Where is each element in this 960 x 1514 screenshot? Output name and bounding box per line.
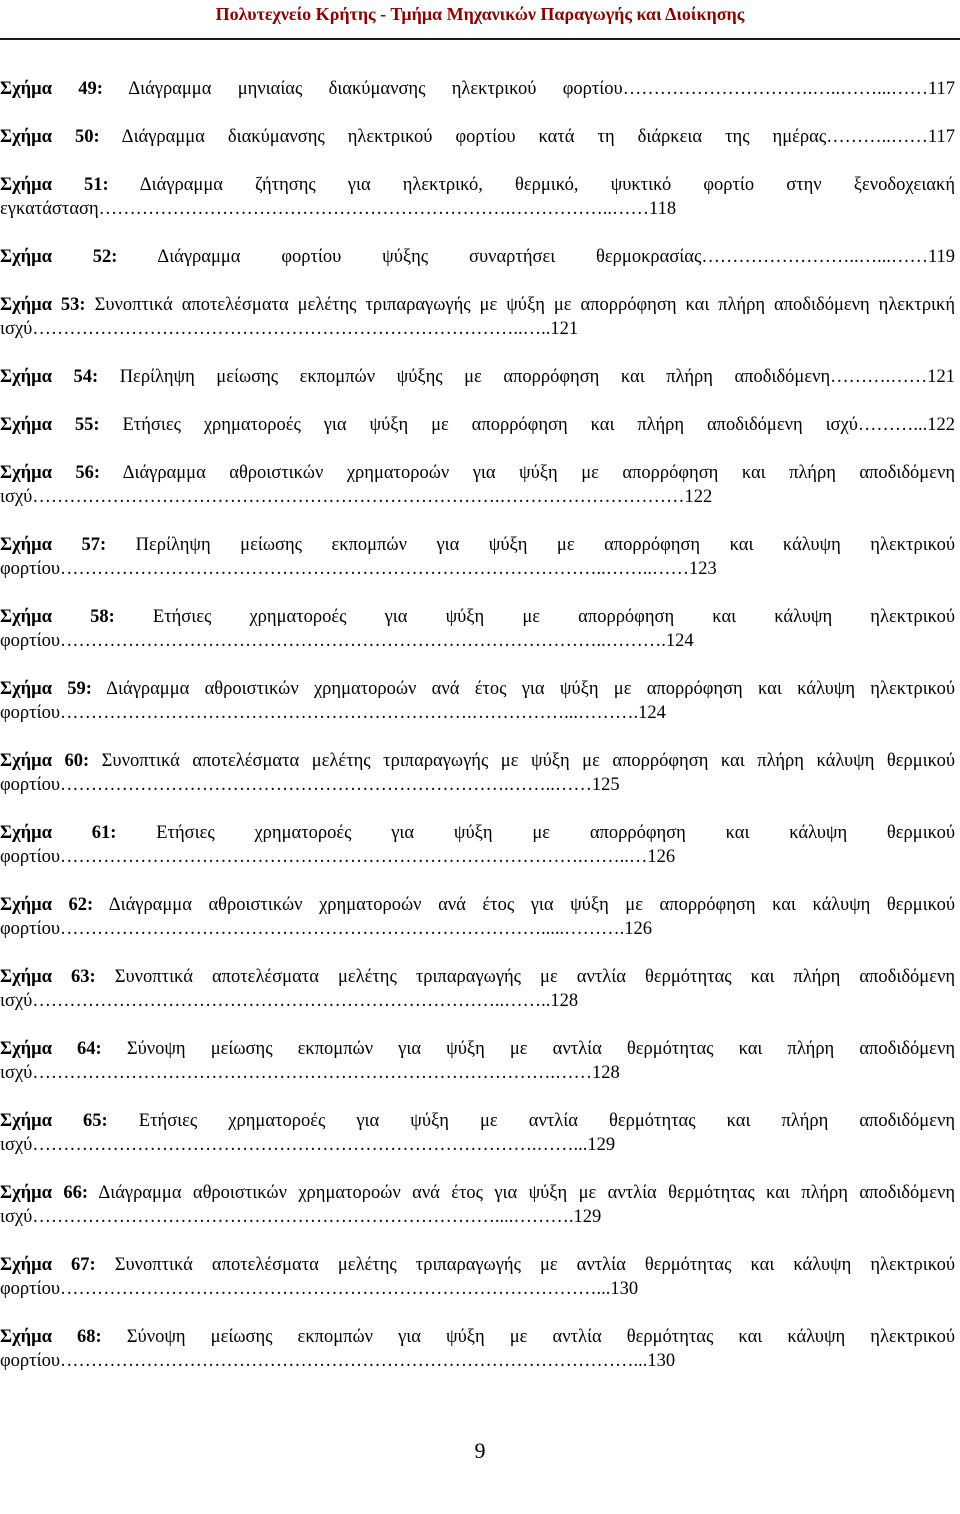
page-header: Πολυτεχνείο Κρήτης - Τμήμα Μηχανικών Παραγωγής και Διοίκησης <box>215 4 745 24</box>
figure-title-continued: ισχύ <box>0 1135 33 1155</box>
figure-title: Διάγραμμα διακύμανσης ηλεκτρικού φορτίου κατά τη διάρκεια της ημέρας <box>121 127 827 147</box>
figure-title: Διάγραμμα αθροιστικών χρηματοροών ανά έτος για ψύξη με αντλία θερμότητας και πλήρη <box>98 1183 848 1203</box>
page-reference: 130 <box>610 1279 639 1299</box>
dot-leader: …………………………………………………………………………………... <box>59 1351 648 1371</box>
page-reference: 124 <box>638 703 666 723</box>
figure-title: Ετήσιες χρηματοροές για ψύξη με απορρόφηση και κάλυψη θερμικού <box>156 823 956 843</box>
figure-label: Σχήμα 58: <box>0 607 115 627</box>
page-reference: 130 <box>647 1351 676 1371</box>
dot-leader: …………………………………………………………………..…….. <box>32 991 551 1011</box>
page-reference: 128 <box>550 991 579 1011</box>
figure-title-continued: αποδιδόμενη ηλεκτρική ισχύ <box>0 295 956 339</box>
figure-title: Σύνοψη μείωσης εκπομπών για ψύξη με αντλία θερμότητας και κάλυψη ηλεκτρικού <box>126 1327 955 1347</box>
page-reference: 123 <box>688 559 717 579</box>
figure-title: Συνοπτικά αποτελέσματα μελέτης τριπαραγωγής με αντλία θερμότητας και κάλυψη <box>114 1255 852 1275</box>
page-reference: 117 <box>927 79 956 99</box>
dot-leader: ……………………………………………………………………..….. <box>32 319 551 339</box>
dot-leader: ……….…… <box>830 367 928 387</box>
figure-title: Διάγραμμα αθροιστικών χρηματοροών ανά έτος για ψύξη με απορρόφηση και κάλυψη <box>108 895 871 915</box>
toc-entry[interactable] <box>0 245 955 269</box>
dot-leader: ………..…… <box>826 127 928 147</box>
figure-label: Σχήμα 51: <box>0 175 109 195</box>
toc-entry[interactable] <box>0 1109 955 1157</box>
figure-title: Ετήσιες χρηματοροές για ψύξη με αντλία θερμότητας και πλήρη αποδιδόμενη <box>138 1111 956 1131</box>
toc-entry[interactable] <box>0 1037 955 1085</box>
list-of-figures <box>0 77 955 1397</box>
figure-title: Διάγραμμα αθροιστικών χρηματοροών ανά έτος για ψύξη με απορρόφηση και κάλυψη <box>106 679 856 699</box>
dot-leader: ……………………..…...…… <box>701 247 928 267</box>
figure-title: Σύνοψη μείωσης εκπομπών για ψύξη με αντλία θερμότητας και πλήρη αποδιδόμενη <box>126 1039 955 1059</box>
toc-entry[interactable] <box>0 965 955 1013</box>
figure-label: Σχήμα 55: <box>0 415 100 435</box>
figure-title-continued: ηλεκτρικού φορτίου <box>0 679 956 723</box>
figure-title-continued: φορτίου <box>0 1351 60 1371</box>
figure-title: Διάγραμμα φορτίου ψύξης συναρτήσει θερμοκρασίας <box>157 247 702 267</box>
figure-title-continued: θερμικού φορτίου <box>0 895 955 939</box>
figure-label: Σχήμα 62: <box>0 895 94 915</box>
figure-label: Σχήμα 56: <box>0 463 101 483</box>
dot-leader: ………………………………………………………….……………..…… <box>98 199 650 219</box>
toc-entry[interactable] <box>0 605 955 653</box>
dot-leader: …………………………………………………………………….....………. <box>59 919 625 939</box>
toc-entry[interactable] <box>0 533 955 581</box>
figure-label: Σχήμα 68: <box>0 1327 102 1347</box>
toc-entry[interactable] <box>0 461 955 509</box>
figure-label: Σχήμα 59: <box>0 679 92 699</box>
dot-leader: ………………………………………………………………………….…… <box>32 1063 592 1083</box>
toc-entry[interactable] <box>0 749 955 797</box>
figure-label: Σχήμα 65: <box>0 1111 108 1131</box>
page-reference: 121 <box>550 319 579 339</box>
figure-label: Σχήμα 54: <box>0 367 99 387</box>
figure-label: Σχήμα 60: <box>0 751 90 771</box>
page-reference: 126 <box>624 919 652 939</box>
figure-title: Συνοπτικά αποτελέσματα μελέτης τριπαραγωγής με ψύξη με απορρόφηση και πλήρη <box>101 751 804 771</box>
page-reference: 117 <box>927 127 955 147</box>
figure-label: Σχήμα 49: <box>0 79 103 99</box>
figure-title-continued: εγκατάσταση <box>0 199 99 219</box>
toc-entry[interactable] <box>0 1325 955 1373</box>
toc-entry[interactable] <box>0 413 955 437</box>
figure-title: Διάγραμμα ζήτησης για ηλεκτρικό, θερμικό, ψυκτικό φορτίο στην ξενοδοχειακή <box>139 175 955 195</box>
figure-title-continued: ισχύ <box>0 1063 33 1083</box>
figure-label: Σχήμα 52: <box>0 247 118 267</box>
page-reference: 129 <box>573 1207 602 1227</box>
figure-label: Σχήμα 57: <box>0 535 107 555</box>
toc-entry[interactable] <box>0 893 955 941</box>
figure-title: Συνοπτικά αποτελέσματα μελέτης τριπαραγωγής με ψύξη με απορρόφηση και πλήρη <box>94 295 766 315</box>
page-reference: 118 <box>649 199 677 219</box>
dot-leader: ………………………………………………………….……………...………. <box>59 703 639 723</box>
figure-label: Σχήμα 64: <box>0 1039 102 1059</box>
figure-label: Σχήμα 50: <box>0 127 100 147</box>
page-reference: 125 <box>591 775 620 795</box>
toc-entry[interactable] <box>0 1181 955 1229</box>
page-reference: 126 <box>647 847 676 867</box>
figure-title: Ετήσιες χρηματοροές για ψύξη με απορρόφηση και πλήρη αποδιδόμενη ισχύ <box>122 415 858 435</box>
figure-title: Περίληψη μείωσης εκπομπών ψύξης με απορρόφηση και πλήρη αποδιδόμενη <box>119 367 831 387</box>
dot-leader: ………………………………………………………………….………………………… <box>32 487 685 507</box>
dot-leader: ………………………….…..……...…… <box>622 79 928 99</box>
figure-label: Σχήμα 67: <box>0 1255 96 1275</box>
figure-label: Σχήμα 53: <box>0 295 86 315</box>
toc-entry[interactable] <box>0 293 955 341</box>
figure-title-continued: ηλεκτρικού φορτίου <box>0 1255 956 1299</box>
figure-title: Διάγραμμα μηνιαίας διακύμανσης ηλεκτρικού φορτίου <box>128 79 623 99</box>
figure-title: Συνοπτικά αποτελέσματα μελέτης τριπαραγωγής με αντλία θερμότητας και πλήρη <box>114 967 841 987</box>
figure-title-continued: φορτίου <box>0 559 60 579</box>
page-reference: 121 <box>927 367 956 387</box>
dot-leader: …………………………………………………………………....………. <box>32 1207 574 1227</box>
page-reference: 129 <box>587 1135 616 1155</box>
toc-entry[interactable] <box>0 365 955 389</box>
page-number: 9 <box>474 1438 486 1463</box>
page-reference: 124 <box>665 631 694 651</box>
figure-title: Ετήσιες χρηματοροές για ψύξη με απορρόφηση και κάλυψη ηλεκτρικού <box>152 607 955 627</box>
figure-title-continued: ισχύ <box>0 487 33 507</box>
toc-entry[interactable] <box>0 677 955 725</box>
page-reference: 119 <box>927 247 956 267</box>
header-divider <box>0 38 960 40</box>
toc-entry[interactable] <box>0 821 955 869</box>
dot-leader: ……………………………………………………………………………..……..…… <box>59 559 689 579</box>
figure-title-continued: φορτίου <box>0 631 60 651</box>
figure-title: Περίληψη μείωσης εκπομπών για ψύξη με απορρόφηση και κάλυψη ηλεκτρικού <box>135 535 956 555</box>
page-reference: 128 <box>591 1063 620 1083</box>
page-reference: 122 <box>927 415 956 435</box>
figure-title-continued: κάλυψη θερμικού φορτίου <box>0 751 955 795</box>
page-reference: 122 <box>684 487 713 507</box>
figure-label: Σχήμα 66: <box>0 1183 88 1203</box>
figure-label: Σχήμα 61: <box>0 823 117 843</box>
figure-title-continued: αποδιδόμενη ισχύ <box>0 967 956 1011</box>
toc-entry[interactable] <box>0 173 955 221</box>
toc-entry[interactable] <box>0 1253 955 1301</box>
toc-entry[interactable] <box>0 77 955 101</box>
figure-title-continued: φορτίου <box>0 847 60 867</box>
dot-leader: ………………………………………………………………………….……..… <box>59 847 648 867</box>
figure-title: Διάγραμμα αθροιστικών χρηματοροών για ψύξη με απορρόφηση και πλήρη αποδιδόμενη <box>122 463 956 483</box>
dot-leader: ……………………………………………………………………………... <box>59 1279 611 1299</box>
dot-leader: ………... <box>857 415 928 435</box>
dot-leader: ……………………………………………………………………….……... <box>32 1135 588 1155</box>
figure-title-continued: αποδιδόμενη ισχύ <box>0 1183 955 1227</box>
dot-leader: ……………………………………………………………….……..…… <box>59 775 592 795</box>
dot-leader: ……………………………………………………………………………..………. <box>59 631 666 651</box>
figure-label: Σχήμα 63: <box>0 967 96 987</box>
toc-entry[interactable] <box>0 125 955 149</box>
